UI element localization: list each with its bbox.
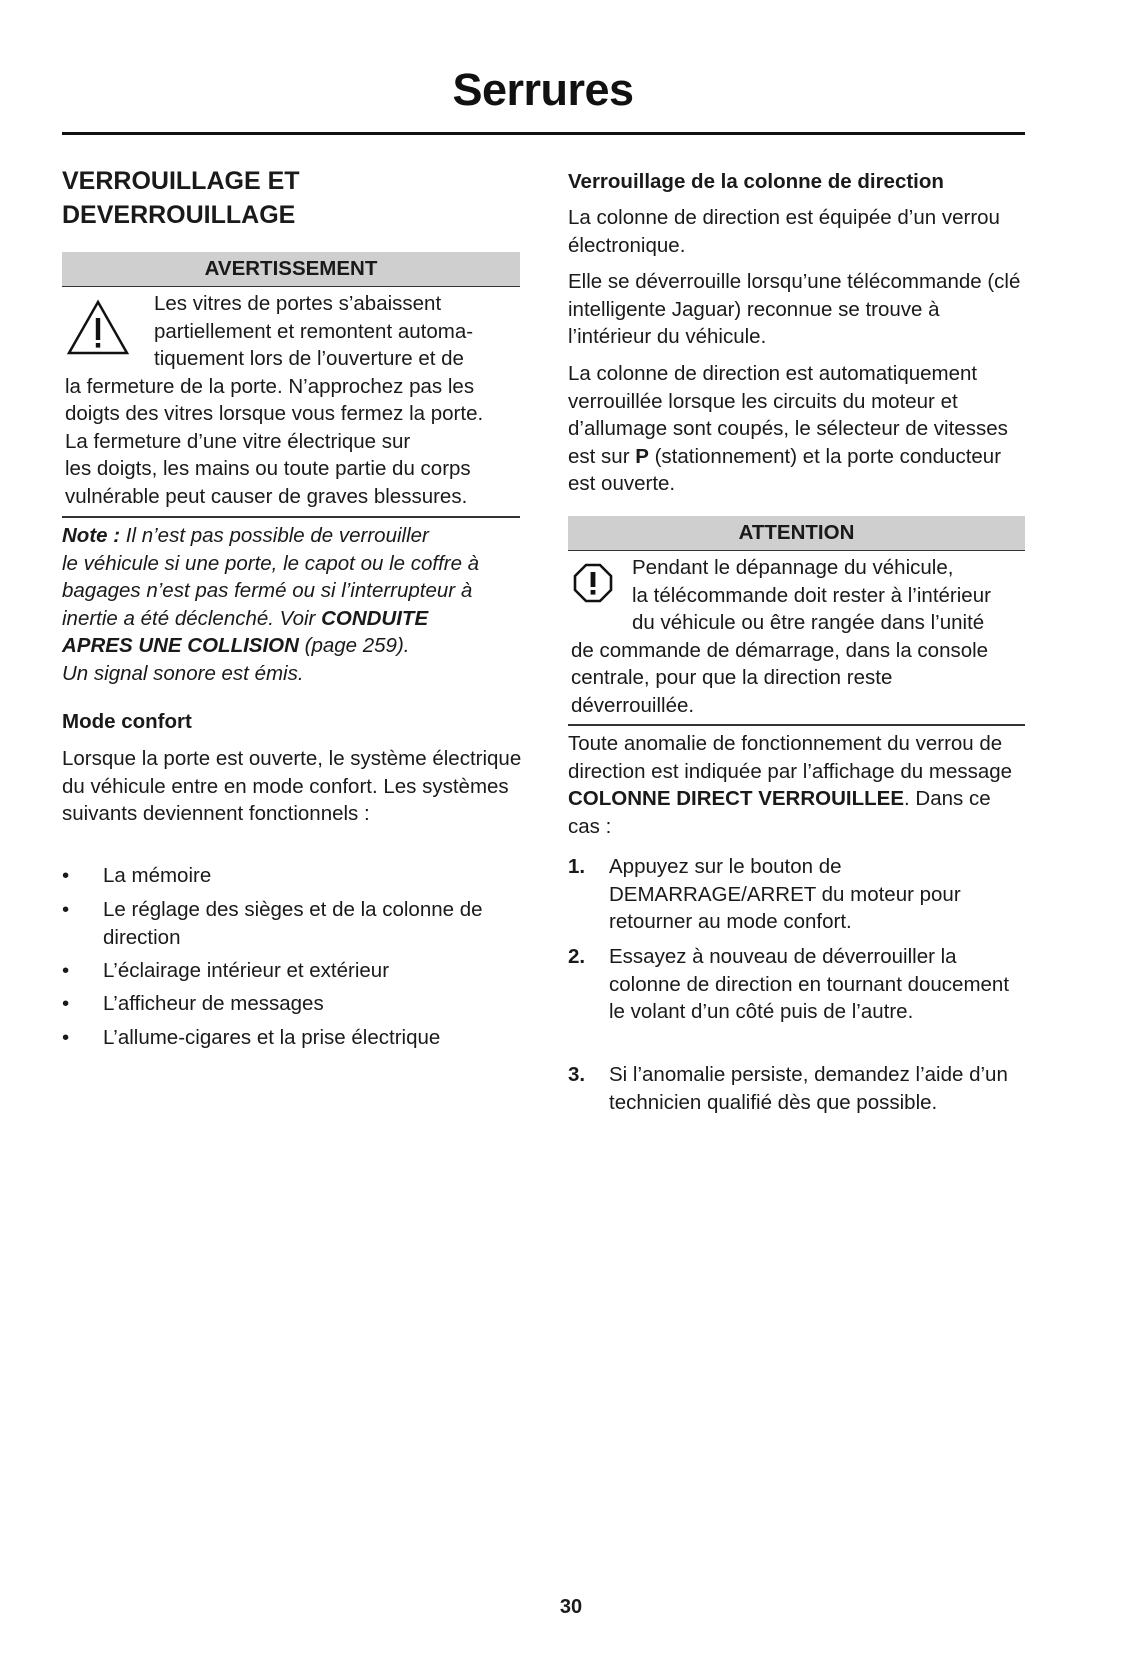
steering-lock-paragraph-2: Elle se déverrouille lorsqu’une télécommande (clé intelligente Jaguar) reconnue se trouve à l’intérieur du véhicule. — [568, 270, 1021, 348]
list-item — [568, 943, 1028, 1053]
warning-text-line: doigts des vitres lorsque vous fermez la porte. — [65, 402, 484, 425]
page-number: 30 — [559, 1596, 583, 1618]
paragraph-text: (stationnement) et la porte conducteur est ouverte. — [568, 444, 1002, 495]
list-item — [568, 1061, 1028, 1117]
step-number: 2. — [568, 945, 586, 968]
paragraph-text: La colonne de direction est automatiquement verrouillée lorsque les circuits du moteur et d’allumage sont coupés, le sélecteur de vitesses est sur — [568, 362, 1008, 468]
warning-text-line: les doigts, les mains ou toute partie du corps — [65, 457, 471, 480]
list-item — [62, 1024, 522, 1052]
warning-text-line: vulnérable peut causer de graves blessures. — [65, 484, 468, 508]
warning-text-line: la fermeture de la porte. N’approchez pas les — [65, 374, 475, 398]
list-item — [568, 853, 1028, 936]
attention-text-line: déverrouillée. — [571, 693, 695, 717]
warning-heading: AVERTISSEMENT — [62, 252, 520, 287]
warning-text-line: La fermeture d’une vitre électrique sur — [65, 429, 411, 453]
bullet-icon: • — [62, 864, 70, 887]
bullet-icon: • — [62, 898, 70, 921]
list-item-text: Le réglage des sièges et de la colonne de direction — [103, 898, 483, 949]
message-colonne-direct: COLONNE DIRECT VERROUILLEE — [568, 787, 904, 810]
title-divider — [62, 132, 1025, 135]
steering-lock-paragraph-1: La colonne de direction est équipée d’un verrou électronique. — [568, 206, 1000, 257]
attention-text-line: du véhicule ou être rangée dans l’unité — [632, 611, 985, 634]
bullet-icon: • — [62, 959, 70, 982]
warning-text-line: tiquement lors de l’ouverture et de — [154, 347, 464, 370]
attention-text-line: centrale, pour que la direction reste — [571, 666, 893, 689]
paragraph-text: Toute anomalie de fonctionnement du verrou de direction est indiquée par l’affichage du message — [568, 732, 1013, 783]
list-item-text: L’allume-cigares et la prise électrique — [103, 1026, 441, 1049]
step-text: Essayez à nouveau de déverrouiller la colonne de direction en tournant doucement le volant d’un côté puis de l’autre. — [609, 945, 1010, 1023]
list-item — [62, 896, 522, 952]
note-crossref-link[interactable]: CONDUITE — [321, 606, 429, 630]
section-title-line-2: DEVERROUILLAGE — [62, 201, 296, 229]
step-number: 3. — [568, 1063, 586, 1086]
attention-text-line: de commande de démarrage, dans la console — [571, 638, 989, 662]
note-text: Un signal sonore est émis. — [62, 661, 304, 685]
list-item — [62, 862, 522, 890]
warning-bottom-rule — [62, 516, 520, 518]
warning-triangle-icon — [66, 298, 130, 356]
bullet-icon: • — [62, 992, 70, 1015]
list-item-text: L’afficheur de messages — [103, 992, 324, 1015]
list-item-text: La mémoire — [103, 864, 212, 887]
note-text: bagages n’est pas fermé ou si l’interrupteur à — [62, 579, 473, 602]
attention-heading: ATTENTION — [568, 516, 1025, 551]
bullet-icon: • — [62, 1026, 70, 1049]
page-title: Serrures — [452, 64, 634, 115]
attention-text-line: Pendant le dépannage du véhicule, — [632, 556, 954, 579]
note-crossref-link[interactable]: APRES UNE COLLISION — [62, 634, 299, 657]
note-page-ref: (page 259). — [298, 634, 410, 657]
list-item — [62, 957, 522, 985]
list-item — [62, 990, 522, 1018]
attention-bottom-rule — [568, 724, 1025, 726]
note-label: Note : — [62, 524, 121, 547]
attention-text-line: la télécommande doit rester à l’intérieur — [632, 583, 991, 607]
note-text: Il n’est pas possible de verrouiller — [125, 524, 429, 547]
mode-confort-heading: Mode confort — [62, 710, 192, 733]
paragraph-text: . Dans ce cas : — [568, 787, 991, 838]
steering-lock-heading: Verrouillage de la colonne de direction — [568, 170, 944, 193]
section-title-line-1: VERROUILLAGE ET — [62, 167, 300, 195]
steering-lock-paragraph-4 — [568, 730, 1026, 840]
warning-text-line: partiellement et remontent automa- — [154, 319, 474, 343]
list-item-text: L’éclairage intérieur et extérieur — [103, 959, 390, 982]
note-block — [62, 522, 520, 687]
caution-exclamation-icon — [573, 563, 613, 603]
note-text: le véhicule si une porte, le capot ou le coffre à — [62, 551, 480, 575]
warning-text-line: Les vitres de portes s’abaissent — [154, 292, 442, 315]
steering-lock-paragraph-3 — [568, 360, 1023, 498]
gear-position-p: P — [635, 444, 649, 468]
step-number: 1. — [568, 855, 586, 878]
mode-confort-paragraph: Lorsque la porte est ouverte, le système électrique du véhicule entre en mode confort. Les systèmes suivants deviennent fonctionnels : — [62, 747, 522, 825]
step-text: Appuyez sur le bouton de DEMARRAGE/ARRET du moteur pour retourner au mode confort. — [609, 855, 961, 933]
note-text: inertie a été déclenché. Voir — [62, 606, 322, 630]
step-text: Si l’anomalie persiste, demandez l’aide d’un technicien qualifié dès que possible. — [609, 1063, 1008, 1114]
